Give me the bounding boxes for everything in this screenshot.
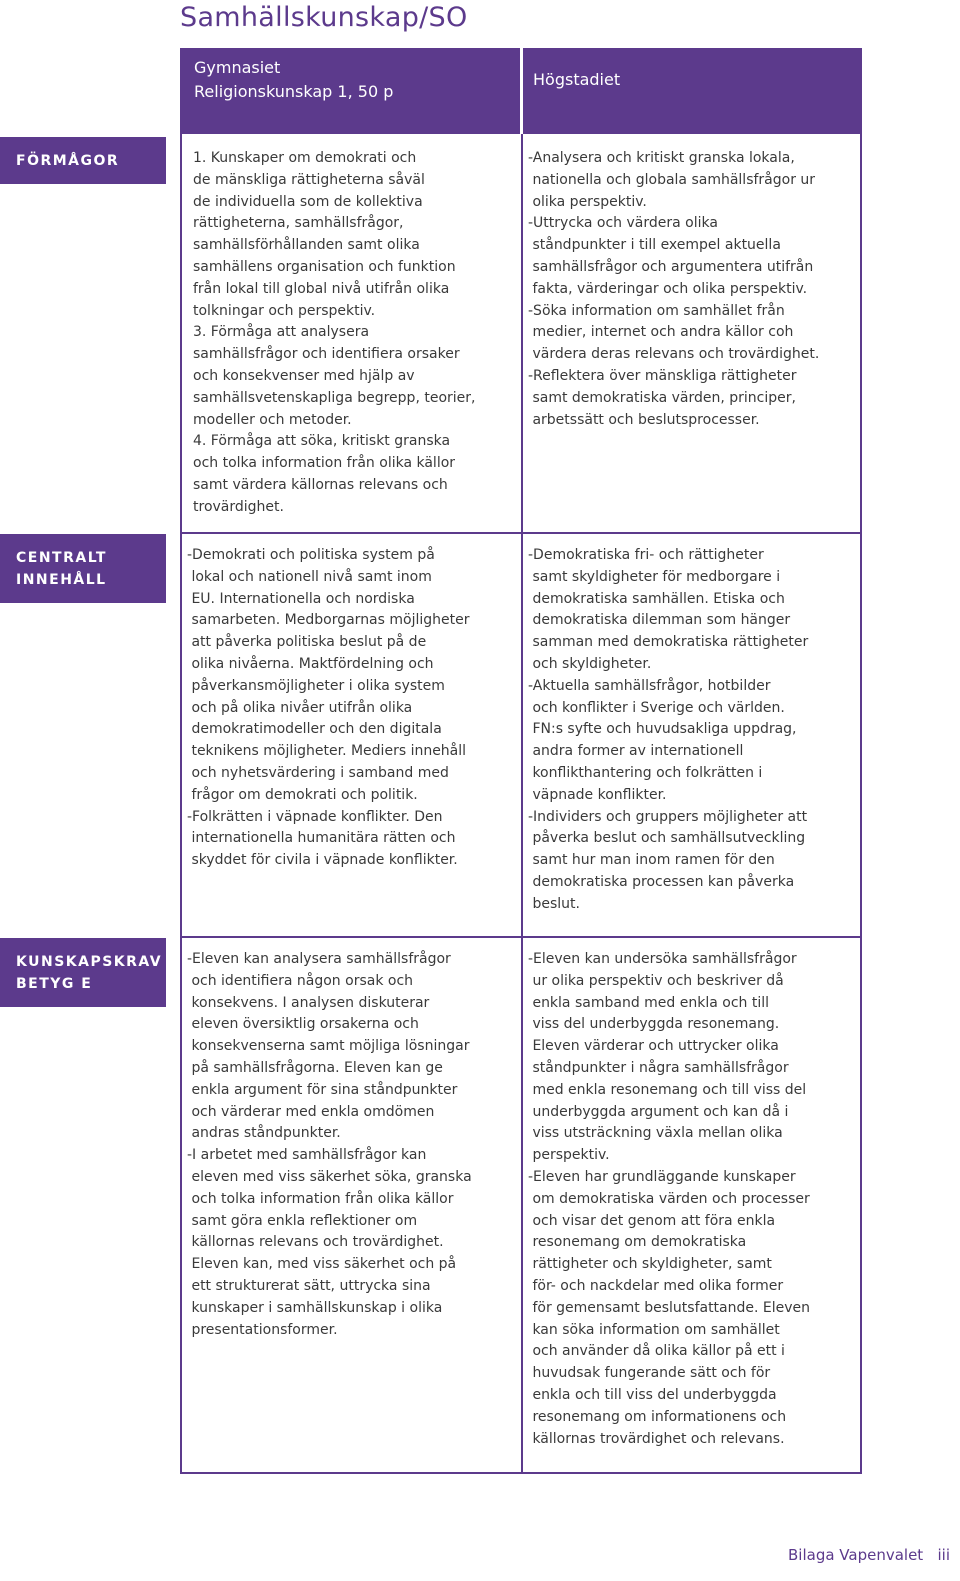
cell-centralt-hogstadiet: -Demokratiska fri- och rättigheter samt skyldigheter för medborgare i demokratiska samhällen. Etiska och demokratiska dilemman som hänger samman med demokratiska rättigheter och skyldigheter. -Aktuella samhällsfrågor, hotbilder och konflikter i Sverige och världen. FN:s syfte och huvudsakliga uppdrag, andra former av internationell konflikthantering och folkrätten i väpnade konflikter. -Individers och gruppers möjligheter att påverka beslut och samhällsutveckling samt hur man inom ramen för den demokratiska processen kan påverka beslut. [528,547,809,912]
row-label-formagor [0,137,166,184]
cell-formagor-gymnasiet: 1. Kunskaper om demokrati och de mänskliga rättigheterna såväl de individuella som de kollektiva rättigheterna, samhällsfrågor, samhällsförhållanden samt olika samhällens organisation och funktion från lokal till global nivå utifrån olika tolkningar och perspektiv. 3. Förmåga att analysera samhällsfrågor och identifiera orsaker och konsekvenser med hjälp av samhällsvetenskapliga begrepp, teorier, modeller och metoder. 4. Förmåga att söka, kritiskt granska och tolka information från olika källor samt värdera källornas relevans och trovärdighet. [193,150,476,515]
row-label-line: INNEHÅLL [16,572,107,588]
row-label-line: BETYG E [16,976,93,992]
header-hogstadiet-label: Högstadiet [533,70,621,89]
row-label-line: CENTRALT [16,550,107,566]
page-title: Samhällskunskap/SO [180,2,468,33]
column-divider-left [180,134,182,1474]
header-gymnasiet-label: Gymnasiet [194,58,281,77]
column-divider-middle [521,134,523,1474]
cell-kunskapskrav-hogstadiet: -Eleven kan undersöka samhällsfrågor ur olika perspektiv och beskriver då enkla samband med enkla och till viss del underbyggda resonemang. Eleven värderar och uttrycker olika ståndpunkter i några samhällsfrågor med enkla resonemang och till viss del underbyggda argument och kan då i viss utsträckning växla mellan olika perspektiv. -Eleven har grundläggande kunskaper om demokratiska värden och processer och visar det genom att föra enkla resonemang om demokratiska rättigheter och skyldigheter, samt för- och nackdelar med olika former för gemensamt beslutsfattande. Eleven kan söka information om samhället och använder då olika källor på ett i huvudsak fungerande sätt och för enkla och till viss del underbyggda resonemang om informationens och källornas trovärdighet och relevans. [528,951,811,1447]
cell-kunskapskrav-gymnasiet: -Eleven kan analysera samhällsfrågor och identifiera någon orsak och konsekvens. I analysen diskuterar eleven översiktlig orsakerna och konsekvenserna samt möjliga lösningar på samhällsfrågorna. Eleven kan ge enkla argument för sina ståndpunkter och värderar med enkla omdömen andras ståndpunkter. -I arbetet med samhällsfrågor kan eleven med viss säkerhet söka, granska och tolka information från olika källor samt göra enkla reflektioner om källornas relevans och trovärdighet. Eleven kan, med viss säkerhet och på ett strukturerat sätt, uttrycka sina kunskaper i samhällskunskap i olika presentationsformer. [187,951,472,1338]
row-label-line: KUNSKAPSKRAV [16,954,163,970]
page-footer: Bilaga Vapenvalet iii [788,1546,950,1564]
row-label-line: FÖRMÅGOR [16,153,120,169]
header-hogstadiet [523,48,862,134]
row-label-kunskapskrav [0,938,166,1007]
cell-centralt-gymnasiet: -Demokrati och politiska system på lokal och nationell nivå samt inom EU. Internationella och nordiska samarbeten. Medborgarnas möjligheter att påverka politiska beslut på de olika nivåerna. Maktfördelning och påverkansmöjligheter i olika system och på olika nivåer utifrån olika demokratimodeller och den digitala teknikens möjligheter. Mediers innehåll och nyhetsvärdering i samband med frågor om demokrati och politik. -Folkrätten i väpnade konflikter. Den internationella humanitära rätten och skyddet för civila i väpnade konflikter. [187,547,470,869]
column-divider-right [860,134,862,1474]
row-divider-2 [180,936,862,938]
row-divider-1 [180,532,862,534]
header-gymnasiet [180,48,520,134]
row-label-centralt-innehall [0,534,166,603]
cell-formagor-hogstadiet: -Analysera och kritiskt granska lokala, nationella och globala samhällsfrågor ur olika perspektiv. -Uttrycka och värdera olika ståndpunkter i till exempel aktuella samhällsfrågor och argumentera utifrån fakta, värderingar och olika perspektiv. -Söka information om samhället från medier, internet och andra källor coh värdera deras relevans och trovärdighet. -Reflektera över mänskliga rättigheter samt demokratiska värden, principer, arbetssätt och beslutsprocesser. [528,150,820,428]
row-divider-bottom [180,1472,862,1474]
header-course-label: Religionskunskap 1, 50 p [194,82,394,101]
